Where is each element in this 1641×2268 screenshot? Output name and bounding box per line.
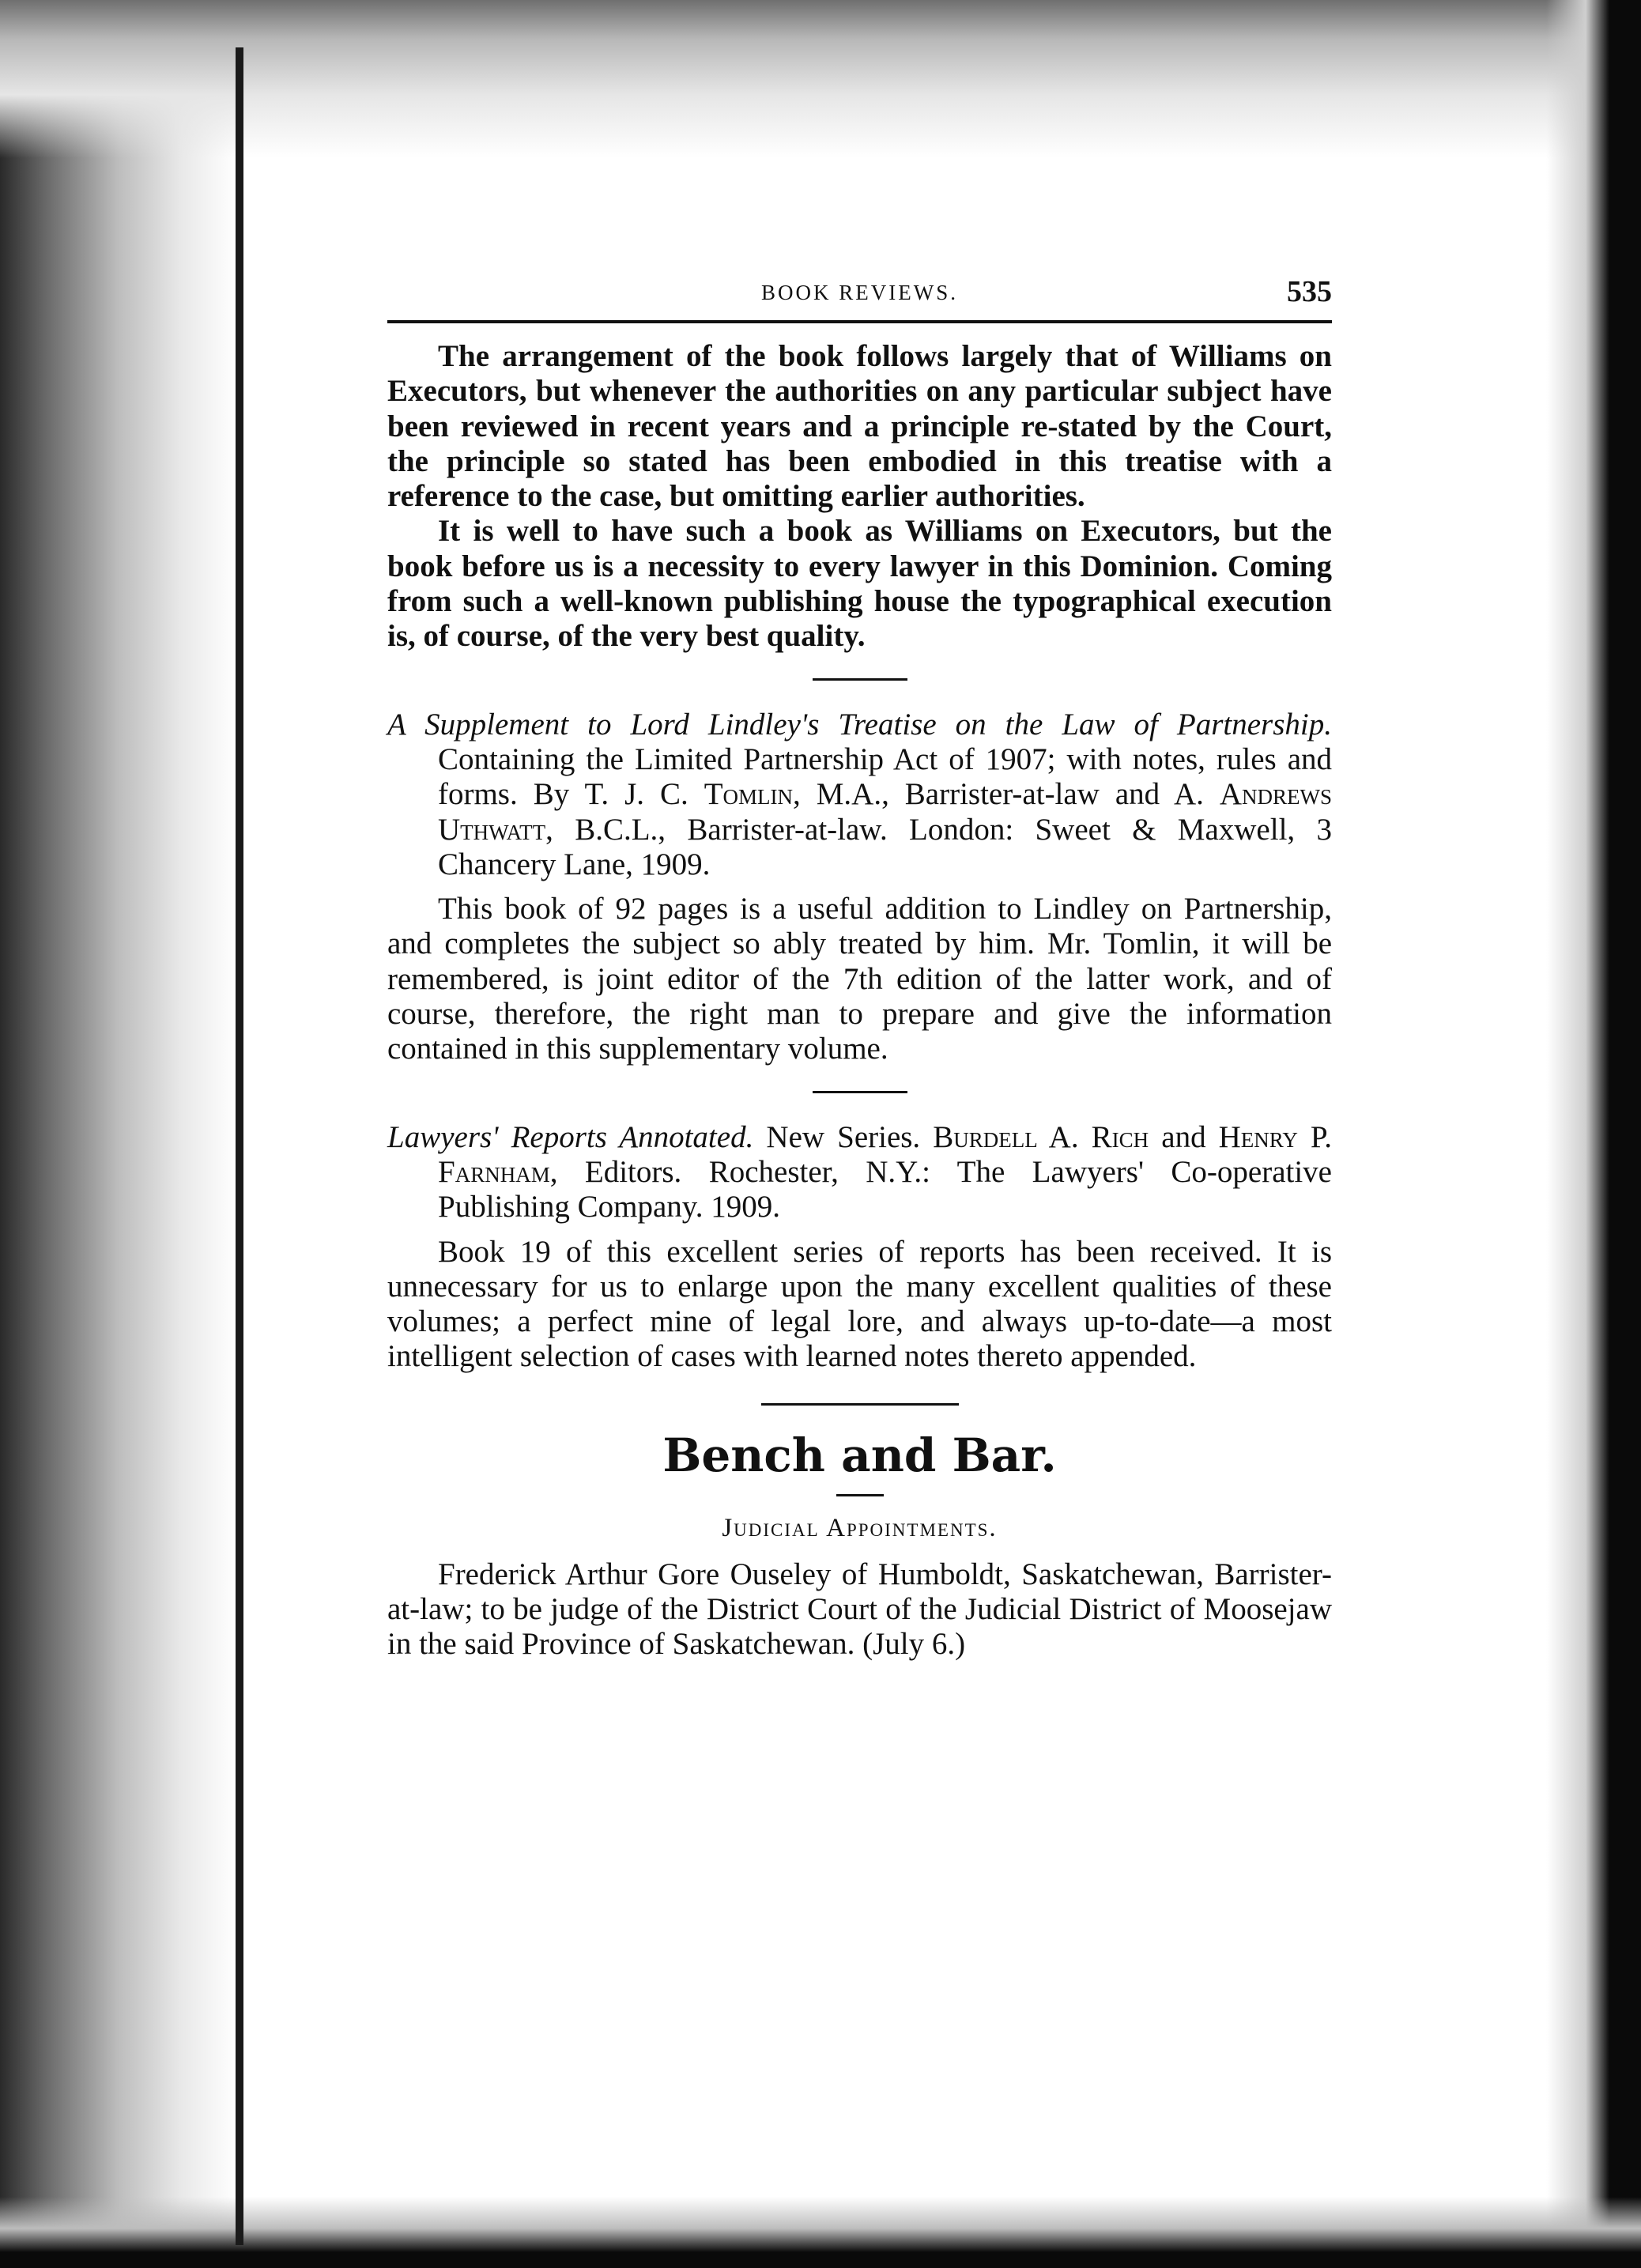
citation-text: , Editors. Rochester, N.Y.: The Lawyers' Co-operative Publishing Company. 1909. bbox=[438, 1154, 1332, 1225]
citation-text: and bbox=[1149, 1119, 1219, 1154]
review-paragraph: It is well to have such a book as Williams on Executors, but the book before us is a necessity to every lawyer in this Dominion. Coming from such a well-known publishing house the typographical execution is, of course, of the very best quality. bbox=[387, 514, 1332, 654]
book-title: A Supplement to Lord Lindley's Treatise on the Law of Partnership. bbox=[387, 707, 1332, 742]
page bbox=[387, 273, 1332, 1662]
citation-text: Containing the Limited Partnership Act of 1907; with notes, rules and forms. By T. J. C. bbox=[438, 742, 1332, 812]
review-lawyers-reports bbox=[387, 1120, 1332, 1375]
section-heading: Bench and Bar. bbox=[662, 1428, 1057, 1482]
heading-rule bbox=[836, 1494, 884, 1496]
scan-shadow-left bbox=[0, 0, 237, 2268]
section-divider bbox=[813, 678, 907, 681]
section-divider bbox=[813, 1091, 907, 1093]
sub-heading: Judicial Appointments. bbox=[722, 1513, 998, 1542]
book-citation bbox=[387, 708, 1332, 882]
appointment-paragraph: Frederick Arthur Gore Ouseley of Humboldt, Saskatchewan, Barrister-at-law; to be judge of the District Court of the Judicial District of Moosejaw in the said Province of Saskatchewan. (July 6.) bbox=[387, 1557, 1332, 1662]
author-name: Tomlin bbox=[704, 777, 794, 812]
review-paragraph: Book 19 of this excellent series of reports has been received. It is unnecessary for us to enlarge upon the many excellent qualities of these volumes; a perfect mine of legal lore, and always up-to-date—a most intelligent selection of cases with learned notes thereto appended. bbox=[387, 1234, 1332, 1374]
book-citation bbox=[387, 1120, 1332, 1225]
review-paragraph: This book of 92 pages is a useful addition to Lindley on Partnership, and completes the subject so ably treated by him. Mr. Tomlin, it will be remembered, is joint editor of the 7th edition of the latter work, and of course, therefore, the right man to prepare and give the information contained in this supplementary volume. bbox=[387, 892, 1332, 1066]
author-name: Andrews Uthwatt bbox=[438, 777, 1332, 847]
page-number: 535 bbox=[1287, 275, 1332, 308]
bench-and-bar-section bbox=[387, 1428, 1332, 1662]
header-rule bbox=[387, 320, 1332, 323]
review-paragraph: The arrangement of the book follows largely that of Williams on Executors, but whenever the authorities on any particular subject have been reviewed in recent years and a principle re-stated by the Court, the principle so stated has been embodied in this treatise with a reference to the case, but omitting earlier authorities. bbox=[387, 339, 1332, 514]
citation-text: , M.A., Barrister-at-law and A. bbox=[793, 777, 1220, 812]
running-head bbox=[387, 273, 1332, 320]
review-williams-continued bbox=[387, 339, 1332, 655]
editor-name: Burdell A. Rich bbox=[933, 1119, 1149, 1154]
scan-border-right bbox=[1546, 0, 1641, 2268]
citation-text: , B.C.L., Barrister-at-law. London: Sweet & Maxwell, 3 Chancery Lane, 1909. bbox=[438, 812, 1332, 881]
editor-name: Henry P. Farnham bbox=[438, 1119, 1333, 1189]
section-divider bbox=[761, 1403, 959, 1406]
scan-binding-edge bbox=[236, 47, 243, 2245]
book-title: Lawyers' Reports Annotated. bbox=[387, 1119, 754, 1154]
running-title: BOOK REVIEWS. bbox=[761, 281, 958, 304]
scan-border-bottom bbox=[0, 2197, 1641, 2268]
scan-shadow-top bbox=[0, 0, 1641, 158]
citation-text: New Series. bbox=[753, 1119, 934, 1154]
review-lindley-supplement bbox=[387, 708, 1332, 1067]
